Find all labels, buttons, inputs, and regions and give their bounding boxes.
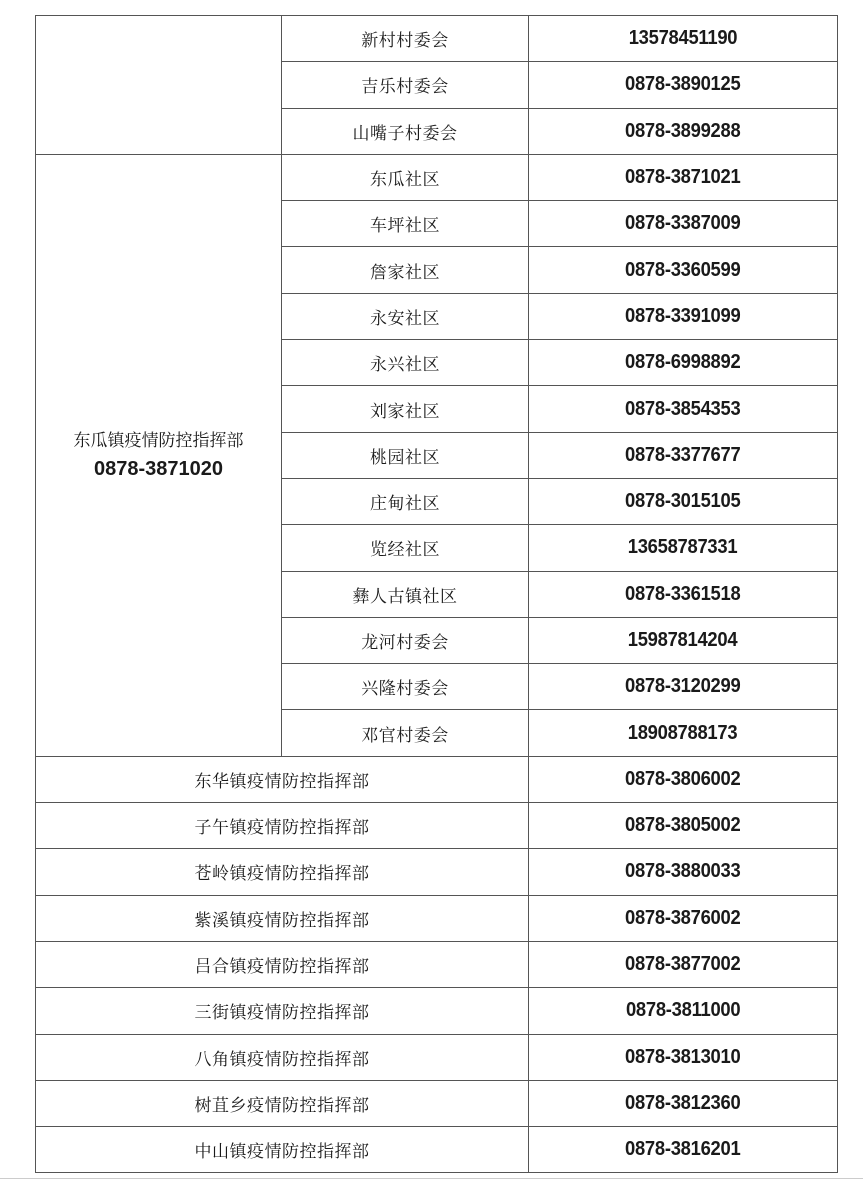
- unit-name: 庄甸社区: [370, 494, 440, 515]
- table-row: [36, 1127, 838, 1173]
- phone-cell: [529, 62, 838, 108]
- phone-number: 0878-6998892: [625, 351, 741, 374]
- phone-cell: [529, 340, 838, 386]
- table-row: [36, 16, 838, 62]
- unit-name-cell: [282, 432, 529, 478]
- phone-number: 0878-3387009: [625, 212, 741, 235]
- phone-cell: [529, 247, 838, 293]
- phone-cell: [529, 756, 838, 802]
- table-row: [36, 803, 838, 849]
- unit-name-cell: [282, 293, 529, 339]
- unit-name: 吕合镇疫情防控指挥部: [194, 957, 370, 978]
- phone-number: 0878-3811000: [625, 999, 741, 1022]
- phone-cell: [529, 525, 838, 571]
- unit-name-cell: [282, 664, 529, 710]
- unit-name-cell: [282, 478, 529, 524]
- table-row: [36, 756, 838, 802]
- phone-cell: [529, 1034, 838, 1080]
- phone-number: 0878-3361518: [625, 582, 741, 605]
- unit-name: 詹家社区: [370, 262, 440, 283]
- town-command-cell: [36, 1080, 529, 1126]
- dongua-command-name: 东瓜镇疫情防控指挥部: [73, 431, 244, 452]
- phone-number: 15987814204: [628, 629, 738, 651]
- unit-name: 中山镇疫情防控指挥部: [194, 1142, 370, 1163]
- phone-number: 0878-3854353: [625, 397, 741, 420]
- unit-name: 龙河村委会: [361, 633, 449, 653]
- table-row: [36, 154, 838, 200]
- unit-name-cell: [282, 154, 529, 200]
- town-command-cell: [36, 849, 529, 895]
- phone-number: 0878-3899288: [625, 119, 741, 142]
- unit-name: 车坪社区: [370, 216, 440, 237]
- unit-name: 邓官村委会: [361, 725, 449, 746]
- phone-cell: [529, 108, 838, 154]
- unit-name-cell: [282, 386, 529, 432]
- unit-name: 永兴社区: [370, 355, 440, 376]
- town-command-cell: [36, 756, 529, 802]
- table-row: [36, 849, 838, 895]
- unit-name: 东华镇疫情防控指挥部: [194, 771, 370, 792]
- unit-name: 览经社区: [370, 540, 440, 561]
- unit-name: 苍岭镇疫情防控指挥部: [194, 864, 370, 885]
- unit-name: 兴隆村委会: [361, 679, 449, 700]
- phone-number: 13658787331: [628, 536, 738, 559]
- unit-name: 山嘴子村委会: [352, 123, 458, 144]
- unit-name: 永安社区: [370, 308, 440, 329]
- phone-cell: [529, 478, 838, 524]
- unit-name-cell: [282, 525, 529, 571]
- unit-name: 新村村委会: [361, 31, 449, 52]
- unit-name: 三街镇疫情防控指挥部: [194, 1003, 370, 1024]
- phone-number: 0878-3876002: [625, 906, 741, 929]
- town-command-cell: [36, 1127, 529, 1173]
- phone-cell: [529, 386, 838, 432]
- phone-cell: [529, 154, 838, 200]
- phone-number: 0878-3805002: [625, 814, 741, 837]
- unit-name-cell: [282, 571, 529, 617]
- unit-name: 子午镇疫情防控指挥部: [194, 818, 370, 839]
- table-row: [36, 988, 838, 1034]
- town-command-cell: [36, 895, 529, 941]
- unit-name: 八角镇疫情防控指挥部: [194, 1049, 370, 1070]
- table-row: [36, 1080, 838, 1126]
- dongua-command-cell: [36, 154, 282, 756]
- phone-number: 0878-3813010: [625, 1045, 741, 1068]
- unit-name-cell: [282, 62, 529, 108]
- unit-name-cell: [282, 16, 529, 62]
- phone-number: 0878-3871021: [625, 166, 741, 189]
- phone-number: 0878-3816201: [625, 1138, 741, 1161]
- phone-number: 0878-3391099: [625, 304, 741, 327]
- phone-cell: [529, 941, 838, 987]
- page-edge-divider: [0, 1178, 863, 1179]
- phone-cell: [529, 293, 838, 339]
- phone-number: 0878-3360599: [625, 258, 741, 281]
- phone-cell: [529, 432, 838, 478]
- phone-cell: [529, 571, 838, 617]
- unit-name: 紫溪镇疫情防控指挥部: [194, 910, 370, 931]
- table-row: [36, 895, 838, 941]
- phone-number: 0878-3877002: [625, 953, 741, 976]
- dongua-command-phone: 0878-3871020: [93, 458, 223, 481]
- table-row: [36, 941, 838, 987]
- unit-name-cell: [282, 108, 529, 154]
- phone-cell: [529, 895, 838, 941]
- phone-cell: [529, 1080, 838, 1126]
- unit-name: 东瓜社区: [370, 170, 440, 191]
- town-command-cell: [36, 803, 529, 849]
- phone-number: 18908788173: [628, 721, 738, 744]
- unit-name-cell: [282, 247, 529, 293]
- unit-name: 桃园社区: [370, 447, 440, 468]
- unit-name: 吉乐村委会: [361, 77, 449, 98]
- contact-table: [35, 15, 838, 1173]
- phone-cell: [529, 201, 838, 247]
- phone-number: 0878-3120299: [625, 675, 741, 698]
- phone-cell: [529, 16, 838, 62]
- empty-group-cell: [36, 16, 282, 155]
- unit-name: 刘家社区: [370, 401, 440, 422]
- unit-name-cell: [282, 201, 529, 247]
- phone-cell: [529, 988, 838, 1034]
- phone-number: 0878-3890125: [625, 73, 741, 96]
- unit-name: 树苴乡疫情防控指挥部: [194, 1095, 370, 1116]
- town-command-cell: [36, 1034, 529, 1080]
- phone-cell: [529, 849, 838, 895]
- town-command-cell: [36, 941, 529, 987]
- phone-cell: [529, 617, 838, 663]
- unit-name-cell: [282, 617, 529, 663]
- phone-number: 0878-3880033: [625, 860, 741, 883]
- phone-number: 0878-3806002: [625, 767, 741, 790]
- phone-number: 0878-3377677: [625, 443, 741, 466]
- phone-cell: [529, 710, 838, 756]
- phone-cell: [529, 803, 838, 849]
- phone-number: 13578451190: [628, 27, 738, 50]
- phone-cell: [529, 664, 838, 710]
- phone-cell: [529, 1127, 838, 1173]
- table-row: [36, 1034, 838, 1080]
- unit-name: 彝人古镇社区: [352, 586, 458, 607]
- phone-number: 0878-3812360: [625, 1091, 741, 1114]
- town-command-cell: [36, 988, 529, 1034]
- unit-name-cell: [282, 710, 529, 756]
- phone-number: 0878-3015105: [625, 490, 741, 513]
- unit-name-cell: [282, 340, 529, 386]
